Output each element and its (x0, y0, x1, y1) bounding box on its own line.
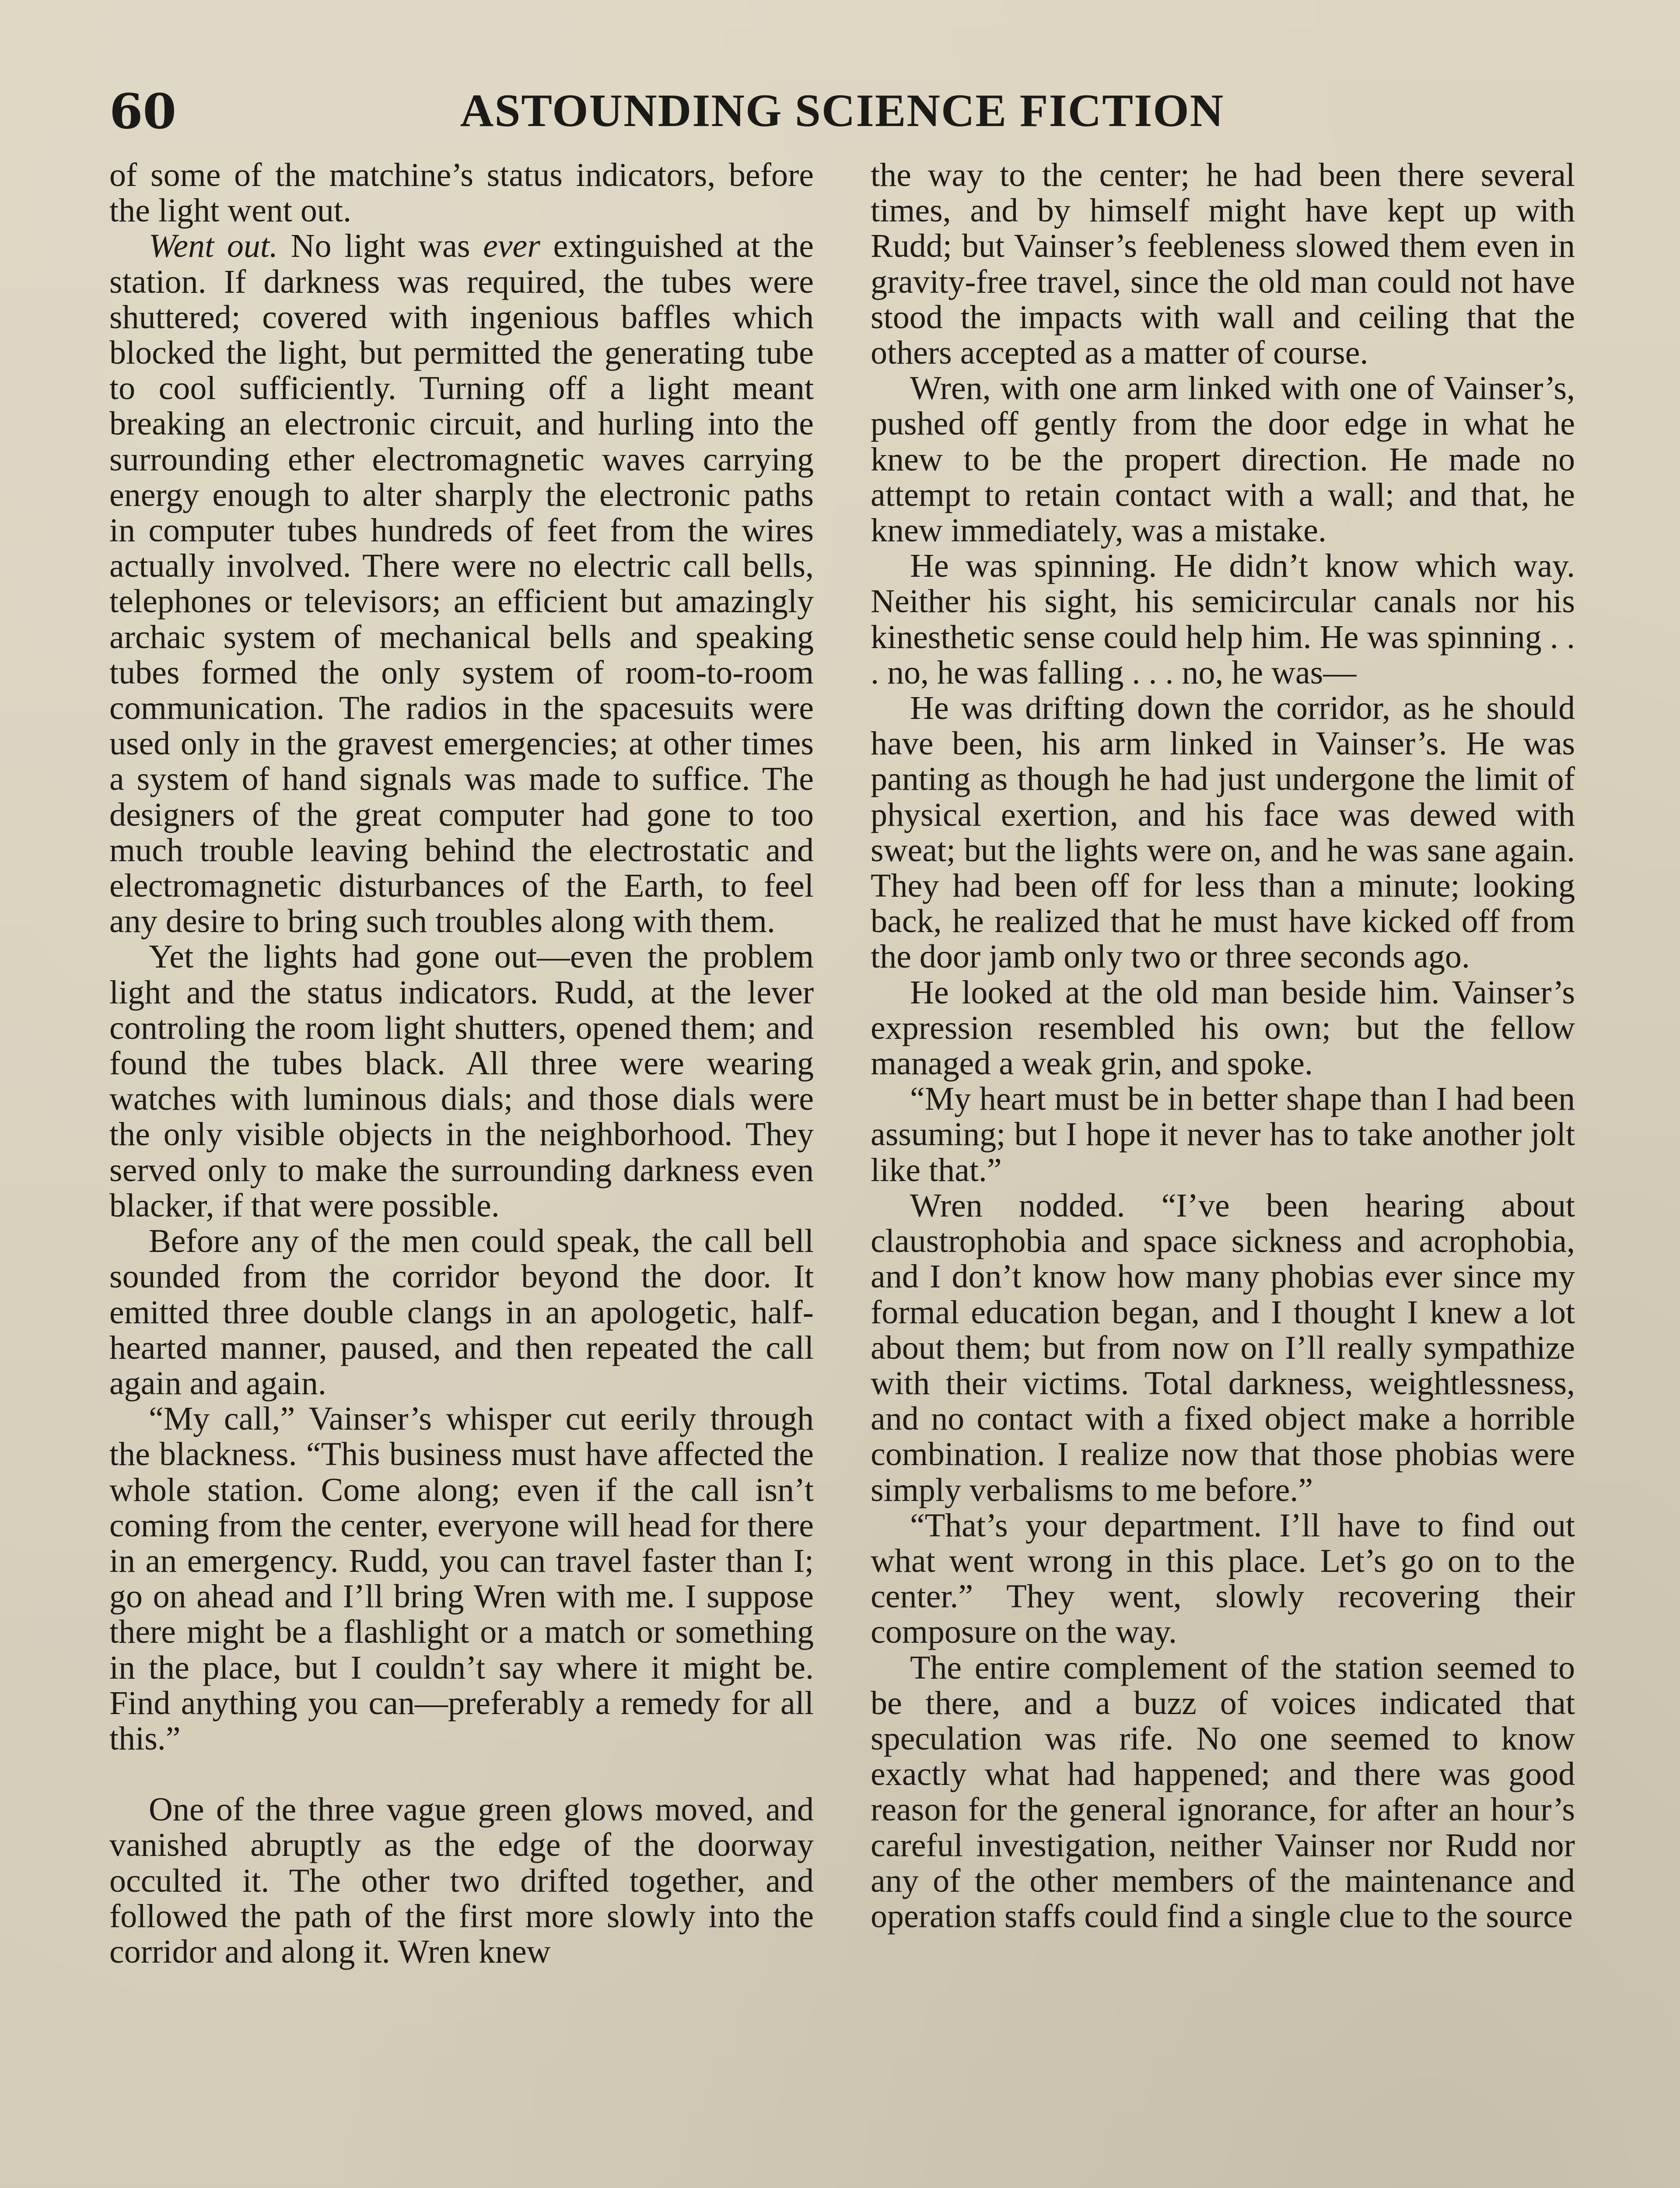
italic-text: Went out. (149, 228, 278, 265)
paragraph-text: extinguished at the station. If darkness was required, the tubes were shuttered; covered with ingenious baffles which blocked the light, but permitted the generating tube to cool sufficiently. Turning off a light meant breaking an electronic circuit, and hurling into the surrounding ether electromagnetic waves carrying energy enough to alter sharply the electronic paths in computer tubes hundreds of feet from the wires actually involved. There were no electric call bells, telephones or televisors; an efficient but amazingly archaic system of mechanical bells and speaking tubes formed the only system of room-to-room communication. The radios in the spacesuits were used only in the gravest emergencies; at other times a system of hand signals was made to suffice. The designers of the great computer had gone to too much trouble leaving behind the electrostatic and electromagnetic disturbances of the Earth, to feel any desire to bring such troubles along with them. (109, 228, 814, 940)
paragraph: “My heart must be in better shape than I had been assuming; but I hope it never has to take another jolt like that.” (871, 1080, 1575, 1189)
paragraph-text: No light was (277, 228, 483, 265)
paragraph: “That’s your department. I’ll have to find out what went wrong in this place. Let’s go on to the center.” They went, slowly recovering their composure on the way. (871, 1507, 1575, 1651)
italic-text: ever (483, 228, 540, 265)
left-column (109, 158, 814, 1970)
text-columns (109, 158, 1575, 2188)
paragraph: He was spinning. He didn’t know which way. Neither his sight, his semicircular canals nor his kinesthetic sense could help him. He was spinning . . . no, he was falling . . . no, he was— (871, 547, 1575, 691)
paragraph: Before any of the men could speak, the call bell sounded from the corridor beyond the door. It emitted three double clangs in an apologetic, half-hearted manner, paused, and then repeated the call again and again. (109, 1223, 814, 1402)
paragraph: the way to the center; he had been there several times, and by himself might have kept up with Rudd; but Vainser’s feebleness slowed them even in gravity-free travel, since the old man could not have stood the impacts with wall and ceiling that the others accepted as a matter of course. (871, 157, 1575, 372)
paragraph: of some of the matchine’s status indicators, before the light went out. (109, 157, 814, 229)
paragraph: He looked at the old man beside him. Vainser’s expression resembled his own; but the fellow managed a weak grin, and spoke. (871, 974, 1575, 1082)
paragraph: The entire complement of the station seemed to be there, and a buzz of voices indicated that speculation was rife. No one seemed to know exactly what had happened; and there was good reason for the general ignorance, for after an hour’s careful investigation, neither Vainser nor Rudd nor any of the other members of the maintenance and operation staffs could find a single clue to the source (871, 1649, 1575, 1935)
paragraph: Wren nodded. “I’ve been hearing about claustrophobia and space sickness and acrophobia, and I don’t know how many phobias ever since my formal education began, and I thought I knew a lot about them; but from now on I’ll really sympathize with their victims. Total darkness, weightlessness, and no contact with a fixed object make a horrible combination. I realize now that those phobias were simply verbalisms to me before.” (871, 1187, 1575, 1508)
paragraph: “My call,” Vainser’s whisper cut eerily through the blackness. “This business must have affected the whole station. Come along; even if the call isn’t coming from the center, everyone will head for there in an emergency. Rudd, you can travel faster than I; go on ahead and I’ll bring Wren with me. I suppose there might be a flashlight or a match or something in the place, but I couldn’t say where it might be. Find anything you can—preferably a remedy for all this.” (109, 1400, 814, 1757)
page-number: 60 (109, 83, 177, 140)
paragraph: Wren, with one arm linked with one of Vainser’s, pushed off gently from the door edge in what he knew to be the propert direction. He made no attempt to retain contact with a wall; and that, he knew immediately, was a mistake. (871, 370, 1575, 549)
paragraph: Yet the lights had gone out—even the problem light and the status indicators. Rudd, at the lever controling the room light shutters, opened them; and found the tubes black. All three were wearing watches with luminous dials; and those dials were the only visible objects in the neighborhood. They served only to make the surrounding darkness even blacker, if that were possible. (109, 938, 814, 1224)
right-column (871, 158, 1575, 1934)
page-header (109, 79, 1575, 144)
paragraph (109, 228, 814, 939)
running-title: ASTOUNDING SCIENCE FICTION (460, 85, 1225, 136)
paragraph: One of the three vague green glows moved, and vanished abruptly as the edge of the doorway occulted it. The other two drifted together, and followed the path of the first more slowly into the corridor and along it. Wren knew (109, 1791, 814, 1970)
paragraph: He was drifting down the corridor, as he should have been, his arm linked in Vainser’s. He was panting as though he had just undergone the limit of physical exertion, and his face was dewed with sweat; but the lights were on, and he was sane again. They had been off for less than a minute; looking back, he realized that he must have kicked off from the door jamb only two or three seconds ago. (871, 690, 1575, 975)
